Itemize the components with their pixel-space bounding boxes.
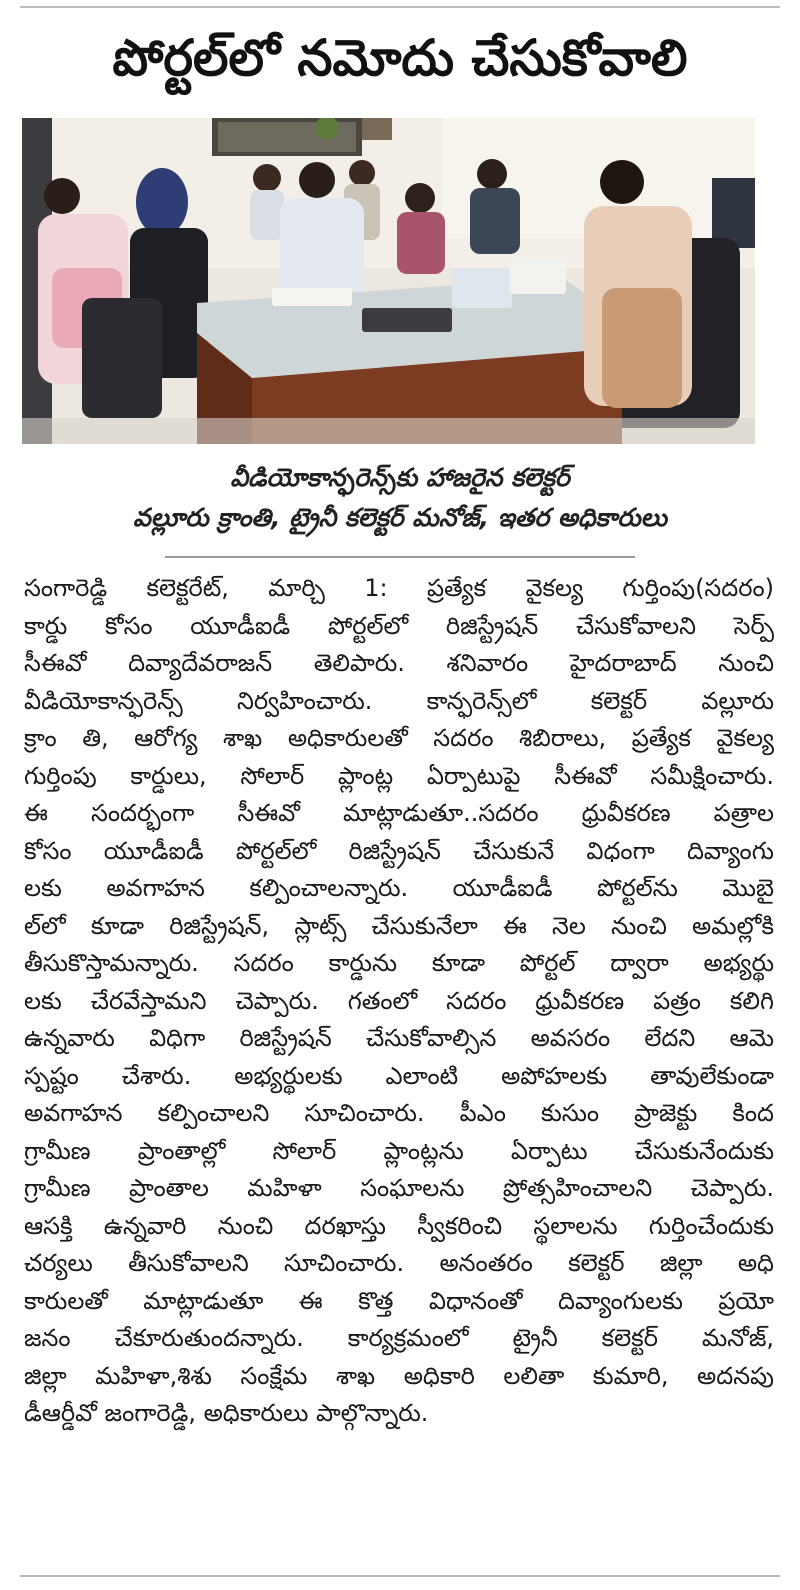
body-line: లకు అవగాహన కల్పించాలన్నారు. యూడీఐడీ పోర్టల్‌ను మొబై xyxy=(24,874,774,902)
caption-line: వల్లూరు క్రాంతి, ట్రైనీ కలెక్టర్ మనోజ్, ఇతర అధికారులు xyxy=(132,503,668,532)
article-photo xyxy=(22,118,755,444)
body-line: చర్యలు తీసుకోవాలని సూచించారు. అనంతరం కలెక్టర్ జిల్లా అధి xyxy=(24,1249,774,1277)
body-line: కార్డు కోసం యూడీఐడీ పోర్టల్‌లో రిజిస్ట్రేషన్ చేసుకోవాలని సెర్ప్ xyxy=(24,611,774,640)
body-line: కోసం యూడీఐడీ పోర్టల్‌లో రిజిస్ట్రేషన్ చేసుకునే విధంగా దివ్యాంగు xyxy=(24,836,774,865)
body-line: ల్‌లో కూడా రిజిస్ట్రేషన్, స్లాట్స్ చేసుకునేలా ఈ నెల నుంచి అమల్లోకి xyxy=(24,911,774,940)
body-line: గ్రామీణ ప్రాంతాల్లో సోలార్ ప్లాంట్లను ఏర్పాటు చేసుకునేందుకు xyxy=(24,1136,774,1165)
body-line: గుర్తింపు కార్డులు, సోలార్ ప్లాంట్ల ఏర్పాటుపై సీఈవో సమీక్షించారు. xyxy=(24,761,774,790)
caption-divider xyxy=(165,556,635,558)
caption-line: వీడియోకాన్ఫరెన్స్‌కు హాజరైన కలెక్టర్ xyxy=(230,463,570,492)
meeting-photo-icon xyxy=(22,118,755,444)
body-line: డీఆర్డీవో జంగారెడ్డి, అధికారులు పాల్గొన్నారు. xyxy=(24,1399,429,1427)
photo-caption xyxy=(40,458,760,538)
body-line: ఆసక్తి ఉన్నవారి నుంచి దరఖాస్తు స్వీకరించి స్థలాలను గుర్తించేందుకు xyxy=(24,1211,774,1240)
body-line: గ్రామీణ ప్రాంతాల మహిళా సంఘాలను ప్రోత్సహించాలని చెప్పారు. xyxy=(24,1174,774,1202)
article-body xyxy=(24,570,774,1433)
body-line: ఈ సందర్భంగా సీఈవో మాట్లాడుతూ..సదరం ధ్రువీకరణ పత్రాల xyxy=(24,799,774,827)
top-divider xyxy=(20,6,780,8)
body-line: సీఈవో దివ్యాదేవరాజన్ తెలిపారు. శనివారం హైదరాబాద్ నుంచి xyxy=(24,649,774,677)
bottom-divider xyxy=(20,1575,780,1577)
body-line: ఉన్నవారు విధిగా రిజిస్ట్రేషన్ చేసుకోవాల్సిన అవసరం లేదని ఆమె xyxy=(24,1024,774,1052)
body-line: అవగాహన కల్పించాలని సూచించారు. పీఎం కుసుం ప్రాజెక్టు కింద xyxy=(24,1099,774,1127)
body-line: స్పష్టం చేశారు. అభ్యర్థులకు ఎలాంటి అపోహలకు తావులేకుండా xyxy=(24,1061,774,1090)
body-line: జనం చేకూరుతుందన్నారు. కార్యక్రమంలో ట్రైనీ కలెక్టర్ మనోజ్, xyxy=(24,1324,774,1352)
body-line: వీడియోకాన్ఫరెన్స్ నిర్వహించారు. కాన్ఫరెన్స్‌లో కలెక్టర్ వల్లూరు xyxy=(24,686,774,715)
article-headline: పోర్టల్‌లో నమోదు చేసుకోవాలి xyxy=(112,28,688,87)
body-line: కారులతో మాట్లాడుతూ ఈ కొత్త విధానంతో దివ్యాంగులకు ప్రయో xyxy=(24,1286,774,1315)
body-line: జిల్లా మహిళా,శిశు సంక్షేమ శాఖ అధికారి లలితా కుమారి, అదనపు xyxy=(24,1361,774,1390)
body-line: లకు చేరవేస్తామని చెప్పారు. గతంలో సదరం ధ్రువీకరణ పత్రం కలిగి xyxy=(24,986,774,1015)
body-line: క్రాం తి, ఆరోగ్య శాఖ అధికారులతో సదరం శిబిరాలు, ప్రత్యేక వైకల్య xyxy=(24,724,774,752)
body-line: తీసుకొస్తామన్నారు. సదరం కార్డును కూడా పోర్టల్ ద్వారా అభ్యర్థు xyxy=(24,949,774,977)
body-line: సంగారెడ్డి కలెక్టరేట్, మార్చి 1: ప్రత్యేక వైకల్య గుర్తింపు(సదరం) xyxy=(24,574,774,602)
